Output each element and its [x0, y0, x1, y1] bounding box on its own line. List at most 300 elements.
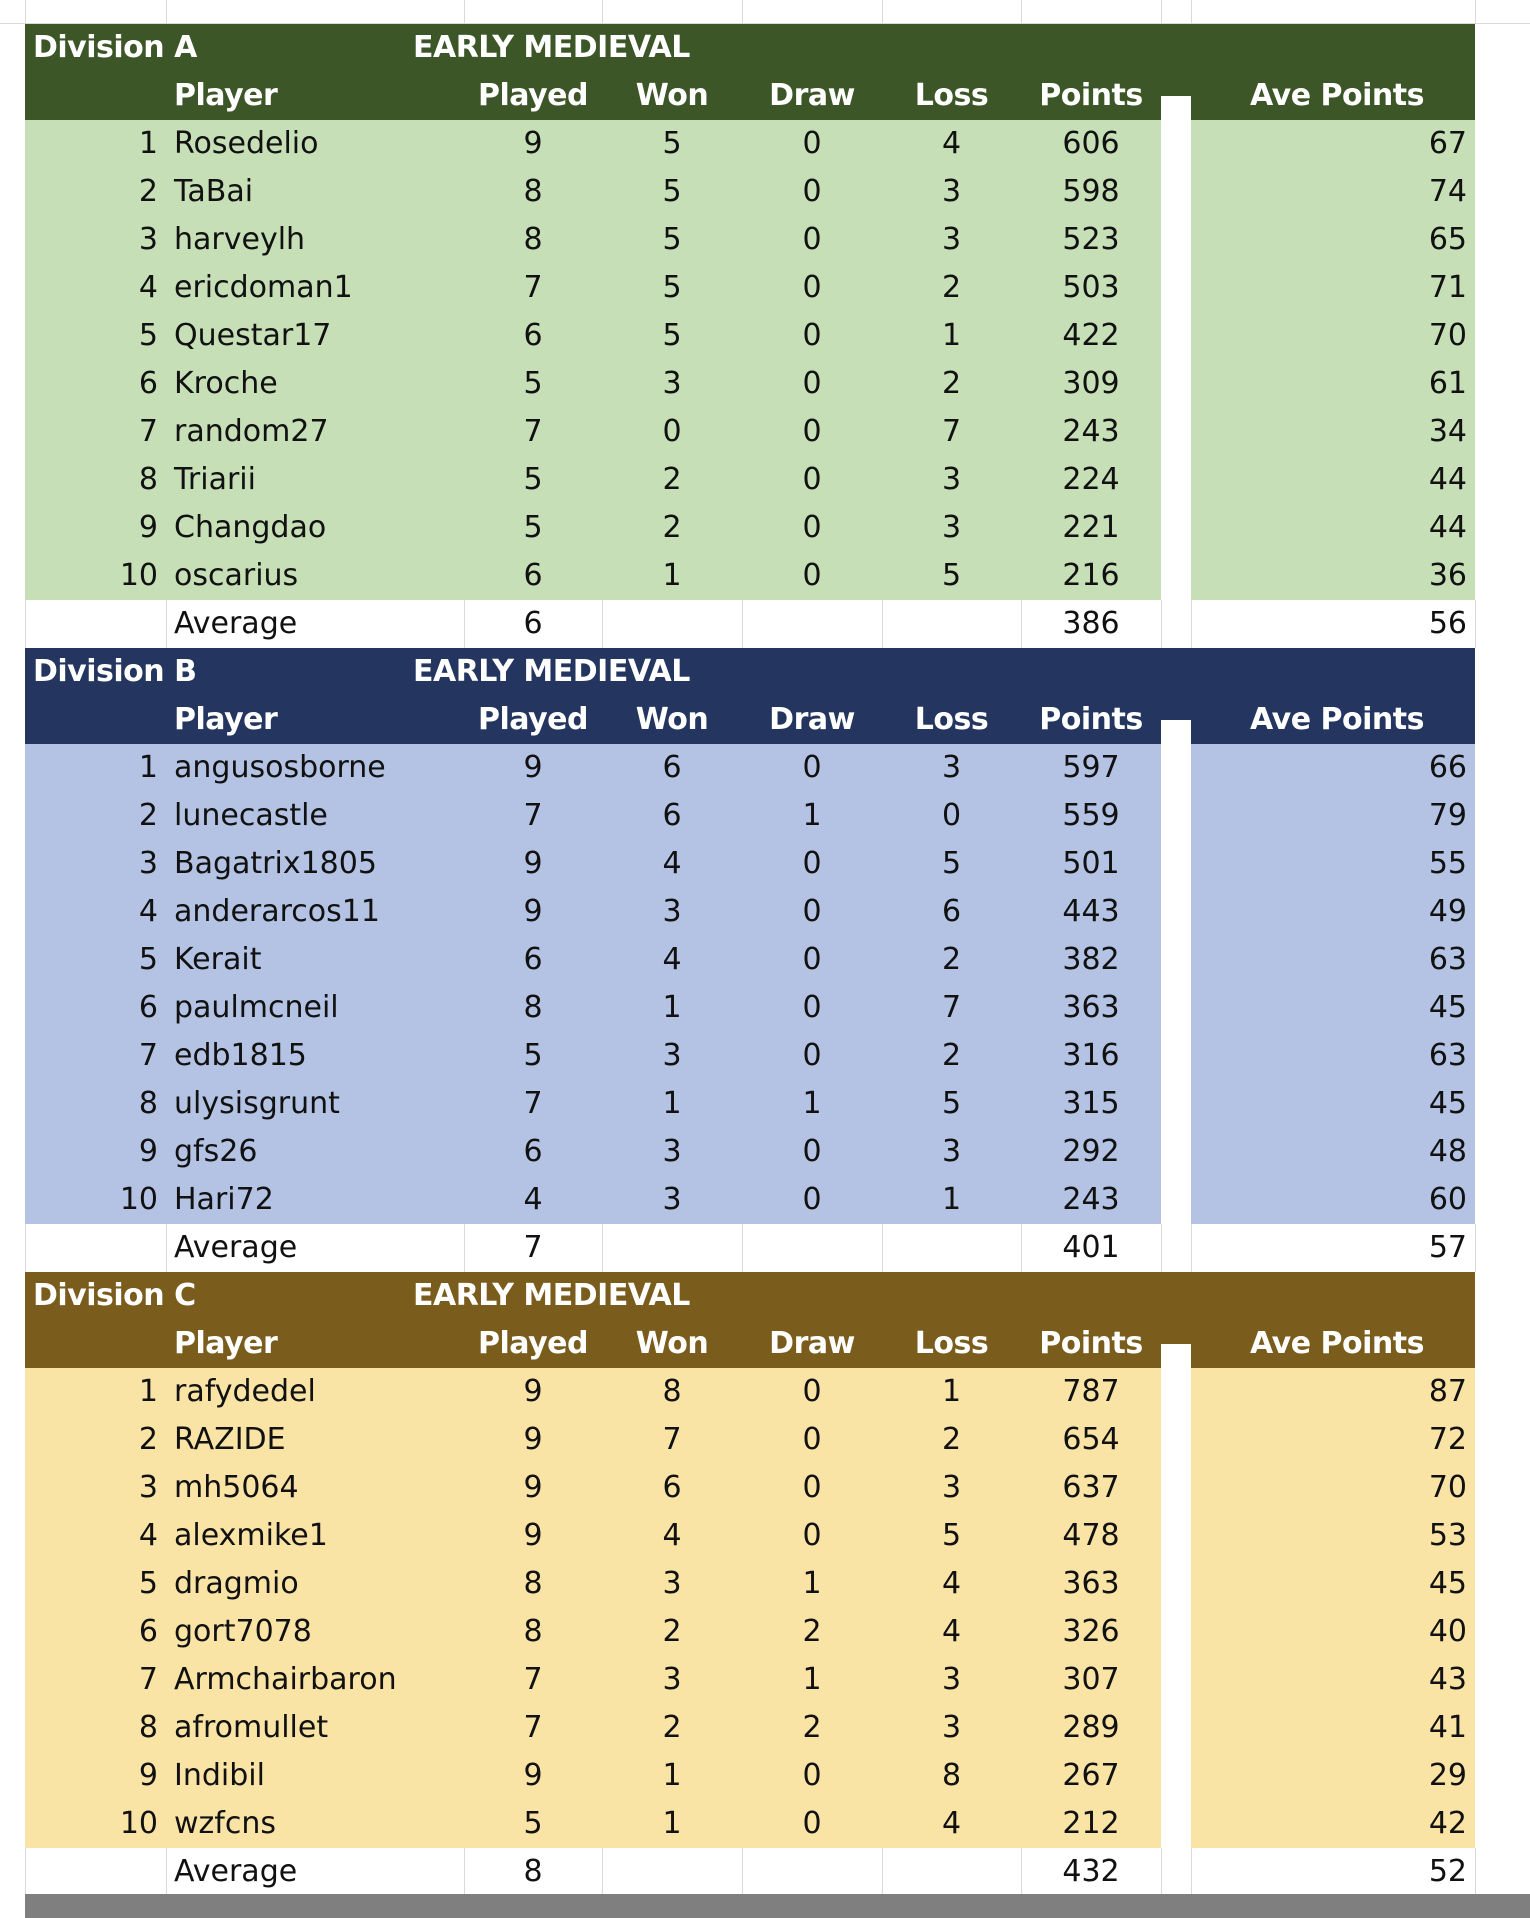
table-row	[0, 984, 1530, 1032]
loss-cell[interactable]: 6	[941, 894, 962, 929]
draw-cell[interactable]: 0	[802, 1806, 822, 1841]
played-cell[interactable]: 8	[523, 990, 543, 1025]
table-row	[0, 1560, 1530, 1608]
division-era[interactable]: EARLY MEDIEVAL	[413, 30, 690, 65]
points-cell[interactable]: 224	[1062, 462, 1120, 497]
loss-cell[interactable]: 3	[941, 462, 962, 497]
col-header-won[interactable]: Won	[635, 702, 709, 737]
draw-cell[interactable]: 0	[802, 462, 822, 497]
played-cell[interactable]: 4	[523, 1182, 543, 1217]
gridline	[1161, 1848, 1162, 1896]
col-header-loss[interactable]: Loss	[914, 702, 989, 737]
player-cell[interactable]: gfs26	[174, 1134, 258, 1169]
average-ave-points[interactable]: 57	[1428, 1230, 1467, 1265]
col-header-ave-points[interactable]: Ave Points	[1250, 78, 1424, 113]
average-ave-points[interactable]: 56	[1428, 606, 1467, 641]
won-cell[interactable]: 4	[662, 1518, 682, 1553]
points-cell[interactable]: 559	[1062, 798, 1120, 833]
points-cell[interactable]: 523	[1062, 222, 1120, 257]
points-cell[interactable]: 363	[1062, 1566, 1120, 1601]
column-header-row	[0, 72, 1530, 120]
player-cell[interactable]: afromullet	[174, 1710, 329, 1745]
rank-cell[interactable]: 9	[138, 510, 158, 545]
player-cell[interactable]: Questar17	[174, 318, 332, 353]
rank-cell[interactable]: 10	[119, 1182, 158, 1217]
player-cell[interactable]: angusosborne	[174, 750, 386, 785]
rank-cell[interactable]: 1	[138, 1374, 158, 1409]
table-row	[0, 216, 1530, 264]
draw-cell[interactable]: 0	[802, 1134, 822, 1169]
points-cell[interactable]: 289	[1062, 1710, 1120, 1745]
loss-cell[interactable]: 4	[941, 1566, 962, 1601]
rank-cell[interactable]: 6	[138, 366, 158, 401]
draw-cell[interactable]: 0	[802, 414, 822, 449]
ave-points-cell[interactable]: 42	[1428, 1806, 1467, 1841]
ave-points-cell[interactable]: 87	[1428, 1374, 1467, 1409]
division-era[interactable]: EARLY MEDIEVAL	[413, 654, 690, 689]
played-cell[interactable]: 9	[523, 894, 543, 929]
played-cell[interactable]: 6	[523, 558, 543, 593]
rank-cell[interactable]: 1	[138, 750, 158, 785]
won-cell[interactable]: 2	[662, 1614, 682, 1649]
rank-cell[interactable]: 10	[119, 1806, 158, 1841]
rank-cell[interactable]: 2	[138, 174, 158, 209]
average-points[interactable]: 386	[1062, 606, 1120, 641]
points-cell[interactable]: 478	[1062, 1518, 1120, 1553]
won-cell[interactable]: 6	[662, 1470, 682, 1505]
gridline	[1161, 0, 1162, 24]
won-cell[interactable]: 3	[662, 1566, 682, 1601]
table-row	[0, 1608, 1530, 1656]
rank-cell[interactable]: 8	[138, 462, 158, 497]
player-cell[interactable]: Indibil	[174, 1758, 265, 1793]
loss-cell[interactable]: 3	[941, 510, 962, 545]
rank-cell[interactable]: 9	[138, 1134, 158, 1169]
won-cell[interactable]: 1	[662, 558, 682, 593]
ave-points-cell[interactable]: 70	[1428, 1470, 1467, 1505]
loss-cell[interactable]: 1	[941, 1182, 962, 1217]
played-cell[interactable]: 9	[523, 1374, 543, 1409]
rank-cell[interactable]: 5	[138, 942, 158, 977]
rank-cell[interactable]: 3	[138, 846, 158, 881]
table-row	[0, 1464, 1530, 1512]
points-cell[interactable]: 326	[1062, 1614, 1120, 1649]
loss-cell[interactable]: 2	[941, 366, 962, 401]
played-cell[interactable]: 9	[523, 750, 543, 785]
loss-cell[interactable]: 3	[941, 1134, 962, 1169]
played-cell[interactable]: 9	[523, 846, 543, 881]
won-cell[interactable]: 7	[662, 1422, 682, 1457]
played-cell[interactable]: 6	[523, 942, 543, 977]
player-cell[interactable]: wzfcns	[174, 1806, 276, 1841]
gridline	[1161, 1224, 1162, 1272]
loss-cell[interactable]: 3	[941, 1470, 962, 1505]
ave-points-cell[interactable]: 66	[1428, 750, 1467, 785]
rank-cell[interactable]: 7	[138, 414, 158, 449]
player-cell[interactable]: mh5064	[174, 1470, 299, 1505]
points-cell[interactable]: 212	[1062, 1806, 1120, 1841]
player-cell[interactable]: gort7078	[174, 1614, 312, 1649]
division-name[interactable]: Division B	[33, 654, 197, 689]
ave-points-cell[interactable]: 65	[1428, 222, 1467, 257]
loss-cell[interactable]: 1	[941, 1374, 962, 1409]
won-cell[interactable]: 8	[662, 1374, 682, 1409]
draw-cell[interactable]: 0	[802, 1422, 822, 1457]
rank-cell[interactable]: 4	[138, 270, 158, 305]
table-row	[0, 840, 1530, 888]
player-cell[interactable]: Hari72	[174, 1182, 274, 1217]
draw-cell[interactable]: 0	[802, 1518, 822, 1553]
col-header-played[interactable]: Played	[478, 1326, 588, 1361]
points-cell[interactable]: 422	[1062, 318, 1120, 353]
played-cell[interactable]: 5	[523, 462, 543, 497]
column-gap	[1161, 720, 1191, 1224]
loss-cell[interactable]: 3	[941, 750, 962, 785]
player-cell[interactable]: oscarius	[174, 558, 299, 593]
loss-cell[interactable]: 1	[941, 318, 962, 353]
player-cell[interactable]: Rosedelio	[174, 126, 319, 161]
average-ave-points[interactable]: 52	[1428, 1854, 1467, 1889]
draw-cell[interactable]: 0	[802, 1182, 822, 1217]
division-name[interactable]: Division A	[33, 30, 197, 65]
points-cell[interactable]: 503	[1062, 270, 1120, 305]
draw-cell[interactable]: 0	[802, 510, 822, 545]
points-cell[interactable]: 598	[1062, 174, 1120, 209]
player-cell[interactable]: anderarcos11	[174, 894, 380, 929]
won-cell[interactable]: 5	[662, 174, 682, 209]
played-cell[interactable]: 7	[523, 798, 543, 833]
player-cell[interactable]: random27	[174, 414, 329, 449]
rank-cell[interactable]: 4	[138, 1518, 158, 1553]
player-cell[interactable]: TaBai	[174, 174, 254, 209]
col-header-played[interactable]: Played	[478, 78, 588, 113]
played-cell[interactable]: 6	[523, 318, 543, 353]
rank-cell[interactable]: 1	[138, 126, 158, 161]
played-cell[interactable]: 7	[523, 414, 543, 449]
draw-cell[interactable]: 0	[802, 1470, 822, 1505]
draw-cell[interactable]: 0	[802, 1038, 822, 1073]
played-cell[interactable]: 7	[523, 1086, 543, 1121]
ave-points-cell[interactable]: 29	[1428, 1758, 1467, 1793]
draw-cell[interactable]: 2	[802, 1614, 822, 1649]
loss-cell[interactable]: 5	[941, 846, 962, 881]
table-row	[0, 360, 1530, 408]
won-cell[interactable]: 1	[662, 1806, 682, 1841]
played-cell[interactable]: 8	[523, 1566, 543, 1601]
average-points[interactable]: 432	[1062, 1854, 1120, 1889]
average-label[interactable]: Average	[174, 1230, 298, 1265]
points-cell[interactable]: 307	[1062, 1662, 1120, 1697]
table-row	[0, 936, 1530, 984]
played-cell[interactable]: 8	[523, 222, 543, 257]
played-cell[interactable]: 5	[523, 1038, 543, 1073]
points-cell[interactable]: 221	[1062, 510, 1120, 545]
col-header-draw[interactable]: Draw	[769, 702, 855, 737]
ave-points-cell[interactable]: 45	[1428, 1566, 1467, 1601]
played-cell[interactable]: 9	[523, 1422, 543, 1457]
player-cell[interactable]: ericdoman1	[174, 270, 353, 305]
draw-cell[interactable]: 0	[802, 750, 822, 785]
col-header-loss[interactable]: Loss	[914, 78, 989, 113]
won-cell[interactable]: 1	[662, 1086, 682, 1121]
ave-points-cell[interactable]: 36	[1428, 558, 1467, 593]
draw-cell[interactable]: 1	[802, 798, 822, 833]
rank-cell[interactable]: 5	[138, 318, 158, 353]
rank-cell[interactable]: 6	[138, 990, 158, 1025]
division-era[interactable]: EARLY MEDIEVAL	[413, 1278, 690, 1313]
won-cell[interactable]: 1	[662, 990, 682, 1025]
draw-cell[interactable]: 0	[802, 126, 822, 161]
loss-cell[interactable]: 4	[941, 126, 962, 161]
points-cell[interactable]: 292	[1062, 1134, 1120, 1169]
gridline	[1475, 600, 1476, 648]
division-name[interactable]: Division C	[33, 1278, 196, 1313]
loss-cell[interactable]: 2	[941, 942, 962, 977]
player-cell[interactable]: rafydedel	[174, 1374, 316, 1409]
loss-cell[interactable]: 2	[941, 1038, 962, 1073]
draw-cell[interactable]: 1	[802, 1566, 822, 1601]
col-header-points[interactable]: Points	[1039, 78, 1143, 113]
won-cell[interactable]: 6	[662, 750, 682, 785]
col-header-player[interactable]: Player	[174, 78, 278, 113]
ave-points-cell[interactable]: 63	[1428, 1038, 1467, 1073]
player-cell[interactable]: harveylh	[174, 222, 306, 257]
draw-cell[interactable]: 0	[802, 222, 822, 257]
draw-cell[interactable]: 0	[802, 270, 822, 305]
ave-points-cell[interactable]: 40	[1428, 1614, 1467, 1649]
rank-cell[interactable]: 8	[138, 1710, 158, 1745]
col-header-played[interactable]: Played	[478, 702, 588, 737]
points-cell[interactable]: 243	[1062, 414, 1120, 449]
average-played[interactable]: 8	[523, 1854, 543, 1889]
player-cell[interactable]: Changdao	[174, 510, 327, 545]
ave-points-cell[interactable]: 45	[1428, 1086, 1467, 1121]
average-points[interactable]: 401	[1062, 1230, 1120, 1265]
draw-cell[interactable]: 0	[802, 1758, 822, 1793]
ave-points-cell[interactable]: 48	[1428, 1134, 1467, 1169]
col-header-won[interactable]: Won	[635, 78, 709, 113]
player-cell[interactable]: Kerait	[174, 942, 262, 977]
loss-cell[interactable]: 7	[941, 990, 962, 1025]
draw-cell[interactable]: 0	[802, 318, 822, 353]
ave-points-cell[interactable]: 45	[1428, 990, 1467, 1025]
rank-cell[interactable]: 3	[138, 222, 158, 257]
played-cell[interactable]: 7	[523, 1710, 543, 1745]
points-cell[interactable]: 382	[1062, 942, 1120, 977]
table-row	[0, 504, 1530, 552]
rank-cell[interactable]: 10	[119, 558, 158, 593]
points-cell[interactable]: 501	[1062, 846, 1120, 881]
ave-points-cell[interactable]: 41	[1428, 1710, 1467, 1745]
won-cell[interactable]: 3	[662, 366, 682, 401]
average-label[interactable]: Average	[174, 1854, 298, 1889]
draw-cell[interactable]: 0	[802, 990, 822, 1025]
draw-cell[interactable]: 0	[802, 174, 822, 209]
points-cell[interactable]: 606	[1062, 126, 1120, 161]
played-cell[interactable]: 5	[523, 1806, 543, 1841]
ave-points-cell[interactable]: 79	[1428, 798, 1467, 833]
table-row	[0, 1656, 1530, 1704]
draw-cell[interactable]: 1	[802, 1662, 822, 1697]
ave-points-cell[interactable]: 61	[1428, 366, 1467, 401]
rank-cell[interactable]: 6	[138, 1614, 158, 1649]
ave-points-cell[interactable]: 44	[1428, 510, 1467, 545]
gridline	[25, 1848, 26, 1896]
points-cell[interactable]: 315	[1062, 1086, 1120, 1121]
played-cell[interactable]: 7	[523, 270, 543, 305]
col-header-ave-points[interactable]: Ave Points	[1250, 1326, 1424, 1361]
points-cell[interactable]: 243	[1062, 1182, 1120, 1217]
won-cell[interactable]: 6	[662, 798, 682, 833]
loss-cell[interactable]: 8	[941, 1758, 962, 1793]
won-cell[interactable]: 5	[662, 126, 682, 161]
loss-cell[interactable]: 3	[941, 222, 962, 257]
player-cell[interactable]: Armchairbaron	[174, 1662, 397, 1697]
won-cell[interactable]: 4	[662, 846, 682, 881]
draw-cell[interactable]: 0	[802, 1374, 822, 1409]
won-cell[interactable]: 1	[662, 1758, 682, 1793]
loss-cell[interactable]: 2	[941, 1422, 962, 1457]
won-cell[interactable]: 2	[662, 510, 682, 545]
player-cell[interactable]: Kroche	[174, 366, 278, 401]
col-header-ave-points[interactable]: Ave Points	[1250, 702, 1424, 737]
player-cell[interactable]: lunecastle	[174, 798, 328, 833]
player-cell[interactable]: Triarii	[174, 462, 256, 497]
gridline	[882, 600, 883, 648]
loss-cell[interactable]: 3	[941, 1662, 962, 1697]
points-cell[interactable]: 267	[1062, 1758, 1120, 1793]
points-cell[interactable]: 654	[1062, 1422, 1120, 1457]
gridline	[882, 1224, 883, 1272]
points-cell[interactable]: 216	[1062, 558, 1120, 593]
played-cell[interactable]: 5	[523, 366, 543, 401]
played-cell[interactable]: 8	[523, 174, 543, 209]
loss-cell[interactable]: 3	[941, 1710, 962, 1745]
played-cell[interactable]: 7	[523, 1662, 543, 1697]
average-played[interactable]: 6	[523, 606, 543, 641]
won-cell[interactable]: 3	[662, 894, 682, 929]
points-cell[interactable]: 316	[1062, 1038, 1120, 1073]
average-label[interactable]: Average	[174, 606, 298, 641]
ave-points-cell[interactable]: 63	[1428, 942, 1467, 977]
rank-cell[interactable]: 5	[138, 1566, 158, 1601]
loss-cell[interactable]: 4	[941, 1806, 962, 1841]
won-cell[interactable]: 0	[662, 414, 682, 449]
won-cell[interactable]: 3	[662, 1662, 682, 1697]
rank-cell[interactable]: 2	[138, 1422, 158, 1457]
won-cell[interactable]: 5	[662, 318, 682, 353]
average-played[interactable]: 7	[523, 1230, 543, 1265]
draw-cell[interactable]: 2	[802, 1710, 822, 1745]
points-cell[interactable]: 787	[1062, 1374, 1120, 1409]
points-cell[interactable]: 363	[1062, 990, 1120, 1025]
won-cell[interactable]: 3	[662, 1038, 682, 1073]
loss-cell[interactable]: 7	[941, 414, 962, 449]
ave-points-cell[interactable]: 53	[1428, 1518, 1467, 1553]
played-cell[interactable]: 9	[523, 1758, 543, 1793]
rank-cell[interactable]: 3	[138, 1470, 158, 1505]
player-cell[interactable]: paulmcneil	[174, 990, 339, 1025]
draw-cell[interactable]: 0	[802, 846, 822, 881]
loss-cell[interactable]: 2	[941, 270, 962, 305]
player-cell[interactable]: dragmio	[174, 1566, 299, 1601]
ave-points-cell[interactable]: 43	[1428, 1662, 1467, 1697]
draw-cell[interactable]: 0	[802, 942, 822, 977]
points-cell[interactable]: 309	[1062, 366, 1120, 401]
col-header-player[interactable]: Player	[174, 702, 278, 737]
ave-points-cell[interactable]: 71	[1428, 270, 1467, 305]
played-cell[interactable]: 9	[523, 126, 543, 161]
points-cell[interactable]: 637	[1062, 1470, 1120, 1505]
loss-cell[interactable]: 0	[941, 798, 962, 833]
loss-cell[interactable]: 3	[941, 174, 962, 209]
won-cell[interactable]: 3	[662, 1134, 682, 1169]
won-cell[interactable]: 4	[662, 942, 682, 977]
draw-cell[interactable]: 0	[802, 894, 822, 929]
player-cell[interactable]: alexmike1	[174, 1518, 328, 1553]
ave-points-cell[interactable]: 72	[1428, 1422, 1467, 1457]
col-header-points[interactable]: Points	[1039, 1326, 1143, 1361]
ave-points-cell[interactable]: 55	[1428, 846, 1467, 881]
rank-cell[interactable]: 7	[138, 1662, 158, 1697]
won-cell[interactable]: 5	[662, 270, 682, 305]
ave-points-cell[interactable]: 74	[1428, 174, 1467, 209]
ave-points-cell[interactable]: 49	[1428, 894, 1467, 929]
played-cell[interactable]: 6	[523, 1134, 543, 1169]
rank-cell[interactable]: 8	[138, 1086, 158, 1121]
rank-cell[interactable]: 4	[138, 894, 158, 929]
loss-cell[interactable]: 4	[941, 1614, 962, 1649]
won-cell[interactable]: 2	[662, 462, 682, 497]
played-cell[interactable]: 9	[523, 1470, 543, 1505]
ave-points-cell[interactable]: 67	[1428, 126, 1467, 161]
played-cell[interactable]: 8	[523, 1614, 543, 1649]
player-cell[interactable]: ulysisgrunt	[174, 1086, 340, 1121]
col-header-points[interactable]: Points	[1039, 702, 1143, 737]
loss-cell[interactable]: 5	[941, 1086, 962, 1121]
rank-cell[interactable]: 7	[138, 1038, 158, 1073]
col-header-loss[interactable]: Loss	[914, 1326, 989, 1361]
won-cell[interactable]: 2	[662, 1710, 682, 1745]
points-cell[interactable]: 443	[1062, 894, 1120, 929]
col-header-draw[interactable]: Draw	[769, 1326, 855, 1361]
ave-points-cell[interactable]: 44	[1428, 462, 1467, 497]
loss-cell[interactable]: 5	[941, 558, 962, 593]
rank-cell[interactable]: 9	[138, 1758, 158, 1793]
points-cell[interactable]: 597	[1062, 750, 1120, 785]
draw-cell[interactable]: 0	[802, 366, 822, 401]
gridline	[602, 600, 603, 648]
won-cell[interactable]: 3	[662, 1182, 682, 1217]
rank-cell[interactable]: 2	[138, 798, 158, 833]
played-cell[interactable]: 9	[523, 1518, 543, 1553]
col-header-won[interactable]: Won	[635, 1326, 709, 1361]
player-cell[interactable]: Bagatrix1805	[174, 846, 377, 881]
draw-cell[interactable]: 1	[802, 1086, 822, 1121]
table-row	[0, 792, 1530, 840]
col-header-draw[interactable]: Draw	[769, 78, 855, 113]
player-cell[interactable]: edb1815	[174, 1038, 307, 1073]
draw-cell[interactable]: 0	[802, 558, 822, 593]
loss-cell[interactable]: 5	[941, 1518, 962, 1553]
ave-points-cell[interactable]: 34	[1428, 414, 1467, 449]
col-header-player[interactable]: Player	[174, 1326, 278, 1361]
player-cell[interactable]: RAZIDE	[174, 1422, 286, 1457]
ave-points-cell[interactable]: 70	[1428, 318, 1467, 353]
played-cell[interactable]: 5	[523, 510, 543, 545]
ave-points-cell[interactable]: 60	[1428, 1182, 1467, 1217]
won-cell[interactable]: 5	[662, 222, 682, 257]
